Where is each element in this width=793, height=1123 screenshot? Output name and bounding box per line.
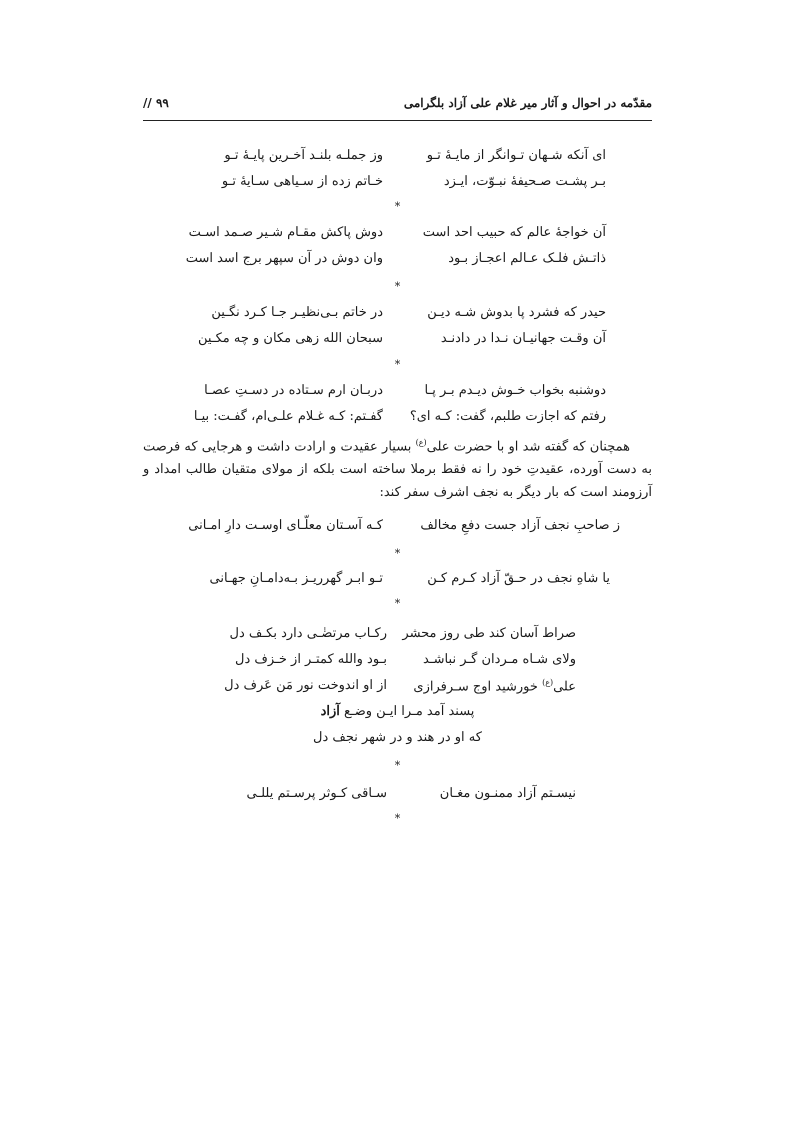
hemistich: سبحان الله زهی مکان و چه مکـین (197, 331, 383, 346)
verse-line (143, 148, 652, 174)
hemistich: سـاقی کـوثر پرسـتم یللـی (246, 786, 387, 801)
hemistich: تـو ابـر گهرریـز بـه‌دامـانِ جهـانی (209, 571, 383, 586)
verse-line (143, 652, 652, 678)
verse-line (143, 331, 652, 357)
verse-line (143, 174, 652, 200)
honorific-sup: (ع) (542, 678, 554, 687)
running-title: مقدّمه در احوال و آثار میر غلام علی آزاد بلگرامی (403, 96, 652, 110)
verse-line (143, 626, 652, 652)
hemistich: گفـتم: کـه غـلام علـی‌ام، گفـت: بیـا (193, 409, 383, 424)
separator-star: * (394, 759, 401, 772)
hemistich: حیدر که فشرد پا بدوش شـه دیـن (427, 305, 606, 320)
hemistich: بـر پشـت صـحیفهٔ نبـوّت، ایـزد (443, 174, 606, 189)
hemistich: در خاتم بـی‌نظیـر جـا کـرد نگـین (211, 305, 383, 320)
prose-text: همچنان که گفته شد او با حضرت علی (426, 439, 630, 455)
hemistich: صراط آسان کند طی روز محشر (402, 626, 576, 641)
honorific-sup: (ع) (415, 438, 427, 447)
verse-line (143, 571, 652, 597)
hemistich: آن خواجهٔ عالم که حبیب احد است (422, 225, 606, 240)
verse-line (143, 383, 652, 409)
page-header (143, 96, 652, 121)
hemistich: بـود والله کمتـر از خـزف دل (235, 652, 387, 667)
separator-star: * (394, 547, 401, 560)
verse-line (143, 251, 652, 277)
centered-text: پسند آمد مـرا ایـن وضـع (339, 704, 475, 719)
hemistich: وان دوش در آن سپهر برج اسد است (185, 251, 383, 266)
verse-line (143, 678, 652, 704)
verse-line (143, 786, 652, 812)
hemistich: ز صاحبِ نجف آزاد جست دفعِ مخالف (420, 518, 620, 533)
verse-line (143, 225, 652, 251)
hemistich: وز جملـه بلنـد آخـرین پایـهٔ تـو (224, 148, 383, 163)
verse-line (143, 305, 652, 331)
hemistich: از او اندوخت نور مَن عَرف دل (224, 678, 387, 693)
centered-line (143, 704, 652, 719)
separator-star: * (394, 200, 401, 213)
page-number: // ۹۹ (143, 96, 169, 110)
hemistich: دوشنبه بخواب خـوش دیـدم بـر پـا (424, 383, 606, 398)
ali-name: علی (553, 679, 576, 695)
poet-name: آزاد (320, 704, 340, 719)
hemistich-rest: خورشید اوج سـرفرازی (413, 679, 538, 695)
hemistich: رکـاب مرتضٰـی دارد بکـف دل (229, 626, 387, 641)
hemistich: یا شاهِ نجف در حـقّ آزاد کـرم کـن (427, 571, 610, 586)
prose-text: بسیار عقیدت و ارادت داشت و هرجایی که فرصت به دست آورده، عقیدتِ خود را نه فقط برملا ساخته است بلکه از مولای متقیان طالب امداد و آرزومند است که بار دیگر به نجف اشرف سفر کند: (143, 439, 652, 501)
separator-star: * (394, 597, 401, 610)
hemistich: ذاتـش فلـک عـالم اعجـاز بـود (448, 251, 606, 266)
hemistich: ای آنکه شـهان تـوانگر از مایـهٔ تـو (426, 148, 606, 163)
hemistich: دربـان ارم سـتاده در دسـتِ عصـا (204, 383, 383, 398)
prose-paragraph (143, 431, 652, 504)
hemistich: نیسـتم آزاد ممنـون مغـان (439, 786, 576, 801)
verse-line (143, 518, 652, 544)
hemistich: دوش پاکش مقـام شـیر صـمد اسـت (188, 225, 383, 240)
hemistich: رفتم که اجازت طلبم، گفت: کـه ای؟ (409, 409, 606, 424)
hemistich: خـاتم زده از سـیاهی سـایهٔ تـو (221, 174, 383, 189)
hemistich: آن وقـت جهانیـان نـدا در دادنـد (440, 331, 606, 346)
hemistich: ولای شـاه مـردان گـر نباشـد (423, 652, 576, 667)
centered-line: که او در هند و در شهر نجف دل (313, 730, 482, 745)
separator-star: * (394, 280, 401, 293)
hemistich (413, 678, 576, 694)
hemistich: کـه آسـتان معلّـای اوسـت دارِ امـانی (188, 518, 383, 533)
separator-star: * (394, 358, 401, 371)
separator-star: * (394, 812, 401, 825)
